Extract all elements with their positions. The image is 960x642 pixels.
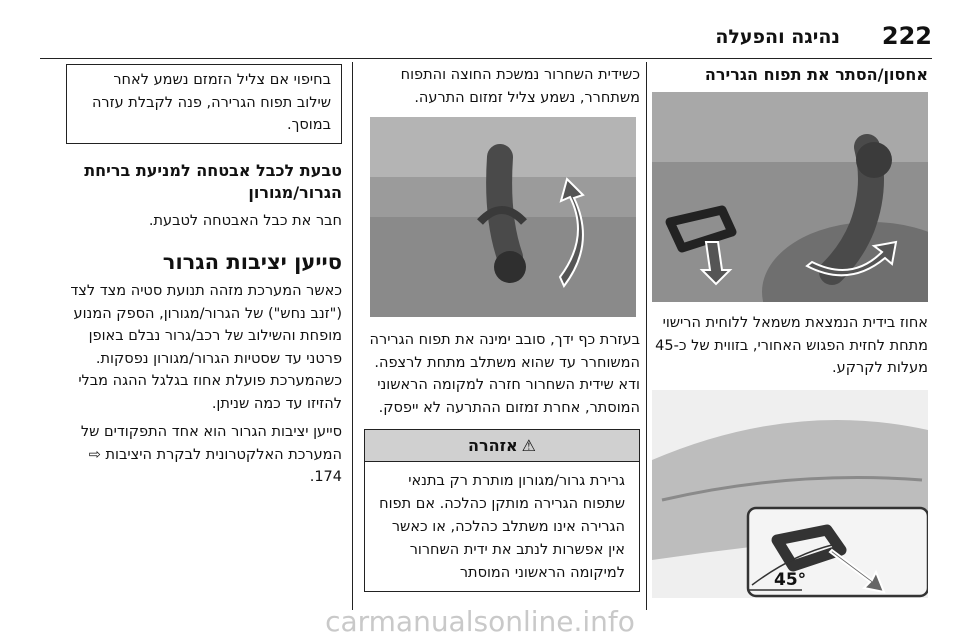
section-heading-trailer-stability: סייען יציבות הגרור: [162, 250, 342, 274]
ball-rotate-drawing: [370, 117, 636, 317]
page-number: 222: [881, 22, 932, 50]
left-column: [66, 64, 342, 489]
trailer-stability-paragraph-2-text: סייען יציבות הגרור הוא אחד התפקודים של המערכת האלקטרונית לבקרת היציבות: [80, 424, 342, 463]
watermark: carmanualsonline.info: [325, 605, 635, 638]
page-reference[interactable]: 174: [314, 469, 342, 485]
column-divider-right: [646, 62, 647, 610]
release-sound-text: כשידית השחרור נמשכת החוצה והתפוח משתחרר, נשמע צליל זמזום התרעה.: [400, 67, 640, 106]
warning-box: [364, 429, 640, 592]
angle-label: 45°: [774, 569, 807, 590]
trailer-stability-paragraph-1: כאשר המערכת מזהה תנועת סטיה מצד לצד ("זנב נחש") של הגרור/מגורון, הספק המנוע מופחת והשילוב של רכב/גרור נבלם באופן פרטני עד שסטיות הגרור/מגורון נפסקות. כשהמערכת פועלת אחוז בגלגל ההגה מבלי להזיזו עד כמה שניתן.: [70, 283, 342, 412]
page-header: [40, 20, 932, 54]
towbar-release-illustration: [652, 92, 928, 302]
release-handle-instruction: אחוז בידית הנמצאת משמאל ללוחית הרישוי מתחת לחזית הפגוש האחורי, בזווית של כ-45 מעלות לקרקע.: [655, 315, 928, 376]
section-heading-safety-ring: טבעת לכבל אבטחה למניעת בריחת הגרור/מגורון: [84, 160, 342, 202]
column-divider-left: [352, 62, 353, 610]
towbar-release-drawing: [652, 92, 928, 302]
middle-column: [364, 64, 640, 592]
warning-triangle-icon: ⚠: [521, 436, 536, 455]
trailer-stability-text: [66, 280, 342, 489]
warning-header: [365, 430, 639, 462]
right-column: [652, 64, 928, 598]
section-heading-stow-ball: אחסון/הסתר את תפוח הגרירה: [704, 65, 928, 84]
safety-ring-text: חבר את כבל האבטחה לטבעת.: [148, 212, 342, 229]
rear-bumper-illustration: [652, 390, 928, 598]
header-rule: [40, 58, 932, 59]
warning-title: אזהרה: [467, 436, 518, 455]
arrow-reference-icon: ⇨: [88, 446, 101, 463]
chapter-title: נהיגה והפעלה: [715, 26, 840, 48]
warning-text: גרירת גרור/מגורון מותרת רק בתנאי שתפוח הגרירה מותקן כהלכה. אם תפוח הגרירה אינו משתלב כהלכה, או כאשר אין אפשרות לנתב את ידית השחרור למיקומה הראשוני המוסתר: [379, 473, 625, 581]
rear-bumper-drawing: [652, 390, 928, 598]
note-box: בחיפוי אם צליל הזמזם נשמע לאחר שילוב תפוח הגרירה, פנה לקבלת עזרה במוסך.: [66, 64, 342, 144]
ball-rotate-illustration: [370, 117, 636, 317]
trailer-stability-paragraph-2: סייען יציבות הגרור הוא אחד התפקודים של המערכת האלקטרונית לבקרת היציבות ⇨ 174.: [80, 424, 342, 485]
rotate-ball-instruction: בעזרת כף ידך, סובב ימינה את תפוח הגרירה המשוחרר עד שהוא משתלב מתחת לרצפה. ודא שידית השחרור חזרה למקומה הראשוני המוסתר, אחרת זמזום ההתרעה לא ייפסק.: [369, 332, 640, 416]
